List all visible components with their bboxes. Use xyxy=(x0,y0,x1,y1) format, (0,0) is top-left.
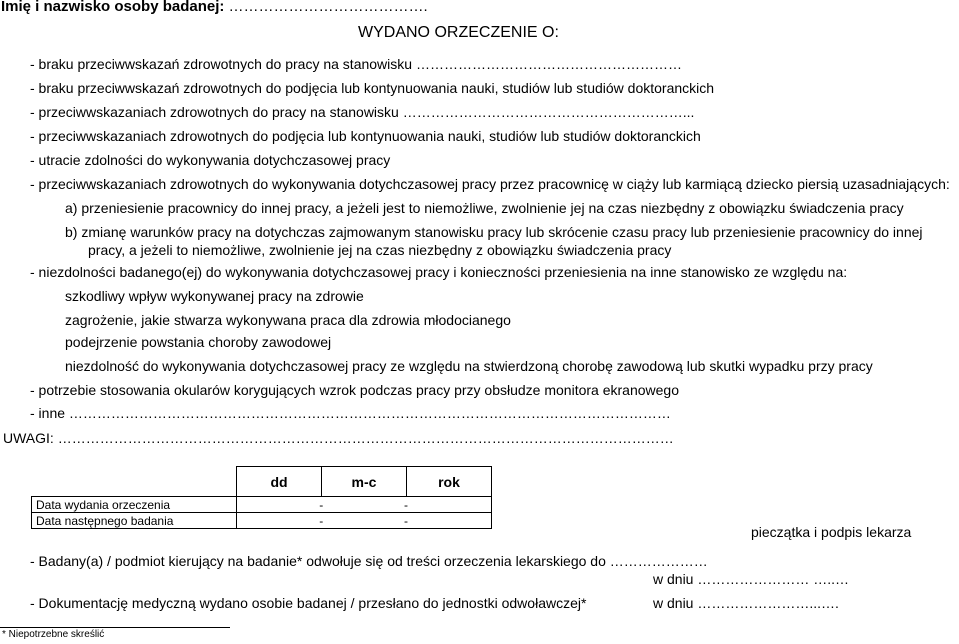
item-inability-transfer: - niezdolności badanego(ej) do wykonywania dotychczasowej pracy i konieczności przeniesienia na inne stanowisko ze względu na: xyxy=(30,264,848,280)
documentation-date-row xyxy=(653,595,839,611)
item-pregnant-worker-a: a) przeniesienie pracownicy do innej pracy, a jeżeli jest to niemożliwe, zwolnienie jej na czas niezbędny z obowiązku świadczenia pracy xyxy=(65,200,904,216)
appeal-date-label: w dniu xyxy=(653,571,694,587)
item-threat-juvenile: zagrożenie, jakie stwarza wykonywana praca dla zdrowia młodocianego xyxy=(65,312,511,328)
remarks-label: UWAGI: xyxy=(3,430,54,446)
stamp-signature-label: pieczątka i podpis lekarza xyxy=(751,524,912,540)
remarks-field[interactable]: …………………………………………………………………………………………………………………… xyxy=(53,430,674,446)
item-loss-of-ability: - utracie zdolności do wykonywania dotychczasowej pracy xyxy=(30,152,391,168)
dates-table-corner xyxy=(32,467,237,497)
next-exam-row xyxy=(32,513,492,529)
name-field[interactable]: …………………………………. xyxy=(224,0,428,15)
issue-date-dd[interactable] xyxy=(237,497,322,513)
documentation-text: - Dokumentację medyczną wydano osobie badanej / przesłano do jednostki odwoławczej* xyxy=(30,595,587,611)
issue-date-rok[interactable] xyxy=(407,497,492,513)
footnote: * Niepotrzebne skreślić xyxy=(2,629,105,640)
item-pregnant-worker: - przeciwwskazaniach zdrowotnych do wykonywania dotychczasowej pracy przez pracownicę w ciąży lub karmiącą dziecko piersią uzasadniających: xyxy=(30,176,950,192)
name-label xyxy=(1,0,428,15)
item-other[interactable]: - inne ………………………………………………………………………………………………………………… xyxy=(30,405,671,421)
issue-date-mc[interactable] xyxy=(322,497,407,513)
remarks-row xyxy=(3,430,674,446)
documentation-date-label: w dniu xyxy=(653,595,694,611)
item-no-contraindications-study: - braku przeciwwskazań zdrowotnych do podjęcia lub kontynuowania nauki, studiów lub studiów doktoranckich xyxy=(30,80,715,96)
appeal-text: - Badany(a) / podmiot kierujący na badanie* odwołuje się od treści orzeczenia lekarskiego do ………………… xyxy=(30,553,708,569)
footnote-rule xyxy=(0,627,230,628)
issue-date-sep-1: - xyxy=(319,497,324,512)
item-contraindications-job: - przeciwwskazaniach zdrowotnych do pracy na stanowisku ……………………………………………………... xyxy=(30,104,695,120)
item-pregnant-worker-b-line2: pracy, a jeżeli to niemożliwe, zwolnienie jej na czas niezbędny z obowiązku świadczenia pracy xyxy=(88,242,672,258)
item-glasses: - potrzebie stosowania okularów korygujących wzrok podczas pracy przy obsłudze monitora ekranowego xyxy=(30,382,679,398)
name-label-text: Imię i nazwisko osoby badanej: xyxy=(1,0,225,15)
col-dd: dd xyxy=(237,467,322,497)
next-exam-dd[interactable] xyxy=(237,513,322,529)
item-occupational-disease: niezdolność do wykonywania dotychczasowej pracy ze względu na stwierdzoną chorobę zawodową lub skutki wypadku przy pracy xyxy=(65,358,873,374)
next-exam-sep-1: - xyxy=(319,513,324,528)
col-rok: rok xyxy=(407,467,492,497)
dates-table xyxy=(31,466,492,529)
documentation-date-field[interactable]: ……………………...…. xyxy=(693,595,839,611)
item-pregnant-worker-b-line1: b) zmianę warunków pracy na dotychczas zajmowanym stanowisku pracy lub skrócenie czasu pracy lub przeniesienie pracownicy do innej xyxy=(65,224,923,240)
issue-date-sep-2: - xyxy=(404,497,408,512)
col-mc: m-c xyxy=(322,467,407,497)
next-exam-sep-2: - xyxy=(404,513,408,528)
dates-table-header xyxy=(32,467,492,497)
next-exam-label: Data następnego badania xyxy=(32,513,237,529)
next-exam-rok[interactable] xyxy=(407,513,492,529)
item-suspected-disease: podejrzenie powstania choroby zawodowej xyxy=(65,334,332,350)
item-contraindications-study: - przeciwwskazaniach zdrowotnych do podjęcia lub kontynuowania nauki, studiów lub studiów doktoranckich xyxy=(30,128,701,144)
appeal-date-field[interactable]: …………………… …..… xyxy=(693,571,850,587)
item-no-contraindications-job: - braku przeciwwskazań zdrowotnych do pracy na stanowisku ………………………………………………… xyxy=(30,56,682,72)
next-exam-mc[interactable] xyxy=(322,513,407,529)
document-title: WYDANO ORZECZENIE O: xyxy=(358,24,559,41)
issue-date-label: Data wydania orzeczenia xyxy=(32,497,237,513)
issue-date-row xyxy=(32,497,492,513)
item-harmful-effect: szkodliwy wpływ wykonywanej pracy na zdrowie xyxy=(65,288,364,304)
appeal-date-row xyxy=(653,571,849,587)
